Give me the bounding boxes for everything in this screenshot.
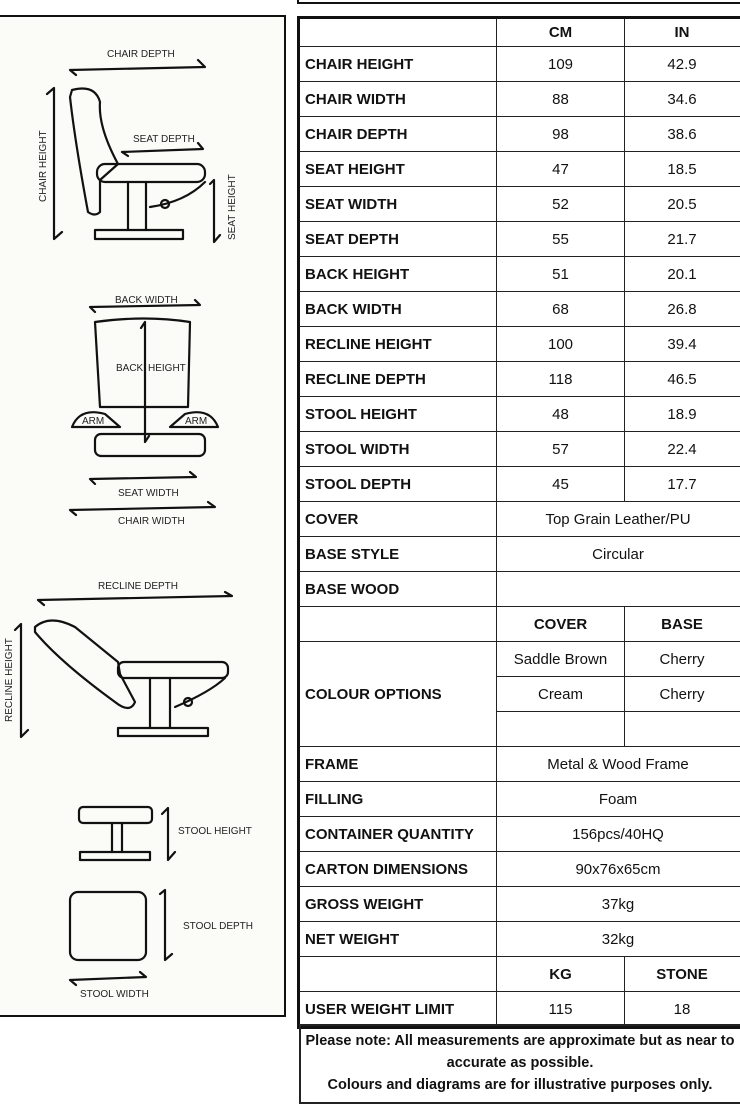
table-row-carton-dimensions: CARTON DIMENSIONS 90x76x65cm	[299, 852, 740, 887]
table-row	[299, 432, 740, 467]
table-row	[299, 257, 740, 292]
table-row	[299, 117, 740, 152]
in-value: 38.6	[625, 117, 740, 152]
weight-header-row: KG STONE	[299, 957, 740, 992]
table-row-cover: COVER Top Grain Leather/PU	[299, 502, 740, 537]
cm-value: 52	[497, 187, 625, 222]
table-row	[299, 327, 740, 362]
table-row-frame: FRAME Metal & Wood Frame	[299, 747, 740, 782]
table-row	[299, 362, 740, 397]
label-seat-height: SEAT HEIGHT	[227, 174, 238, 240]
in-value: 21.7	[625, 222, 740, 257]
in-value: 18.9	[625, 397, 740, 432]
chair-front-diagram	[70, 300, 218, 515]
row-label: CHAIR DEPTH	[299, 117, 497, 152]
chair-height-arrow	[47, 88, 62, 239]
row-label: RECLINE HEIGHT	[299, 327, 497, 362]
table-row-base-style: BASE STYLE Circular	[299, 537, 740, 572]
label-chair-height: CHAIR HEIGHT	[38, 130, 49, 202]
row-label: STOOL DEPTH	[299, 467, 497, 502]
table-row	[299, 292, 740, 327]
label-recline-depth: RECLINE DEPTH	[98, 581, 178, 592]
top-box	[297, 0, 740, 4]
disclaimer-note	[299, 1024, 740, 1104]
in-value: 20.5	[625, 187, 740, 222]
cm-value: 88	[497, 82, 625, 117]
colour-row: COLOUR OPTIONS Saddle Brown Cherry	[299, 642, 740, 677]
in-value: 20.1	[625, 257, 740, 292]
colour-row: Cream Cherry	[299, 677, 740, 712]
table-row-base-wood: BASE WOOD	[299, 572, 740, 607]
table-row	[299, 397, 740, 432]
in-value: 26.8	[625, 292, 740, 327]
in-value: 17.7	[625, 467, 740, 502]
cm-value: 109	[497, 47, 625, 82]
colour-options-label: COLOUR OPTIONS	[299, 642, 497, 747]
row-label: RECLINE DEPTH	[299, 362, 497, 397]
label-back-width: BACK WIDTH	[115, 295, 178, 306]
label-height: HEIGHT	[148, 363, 186, 374]
cm-value: 55	[497, 222, 625, 257]
cm-value: 45	[497, 467, 625, 502]
note-line-1: Please note: All measurements are approximate but as near to accurate as possible.	[301, 1030, 739, 1074]
spec-table	[297, 16, 740, 1029]
label-seat-width: SEAT WIDTH	[118, 488, 179, 499]
header-cm: CM	[497, 18, 625, 47]
cm-value: 118	[497, 362, 625, 397]
stool-top-diagram	[70, 890, 172, 985]
label-seat-depth: SEAT DEPTH	[133, 134, 195, 145]
label-stool-depth: STOOL DEPTH	[183, 921, 253, 932]
header-in: IN	[625, 18, 740, 47]
table-row-gross-weight: GROSS WEIGHT 37kg	[299, 887, 740, 922]
label-stool-height: STOOL HEIGHT	[178, 826, 252, 837]
table-row-net-weight: NET WEIGHT 32kg	[299, 922, 740, 957]
row-label: BACK WIDTH	[299, 292, 497, 327]
table-row	[299, 222, 740, 257]
table-row	[299, 152, 740, 187]
cm-value: 51	[497, 257, 625, 292]
cm-value: 100	[497, 327, 625, 362]
cm-value: 57	[497, 432, 625, 467]
seat-height-arrow	[210, 180, 220, 242]
label-chair-depth: CHAIR DEPTH	[107, 49, 175, 60]
label-back: BACK	[116, 363, 144, 374]
table-row-container-quantity: CONTAINER QUANTITY 156pcs/40HQ	[299, 817, 740, 852]
note-line-2: Colours and diagrams are for illustrative purposes only.	[301, 1074, 739, 1096]
row-label: CHAIR HEIGHT	[299, 47, 497, 82]
label-recline-height: RECLINE HEIGHT	[4, 638, 15, 722]
row-label: SEAT WIDTH	[299, 187, 497, 222]
row-label: BACK HEIGHT	[299, 257, 497, 292]
stool-side-diagram	[79, 807, 175, 860]
in-value: 39.4	[625, 327, 740, 362]
table-row	[299, 47, 740, 82]
cm-value: 98	[497, 117, 625, 152]
row-label: CHAIR WIDTH	[299, 82, 497, 117]
cm-value: 68	[497, 292, 625, 327]
in-value: 22.4	[625, 432, 740, 467]
table-header-row	[299, 18, 740, 47]
chair-side-diagram	[47, 60, 220, 242]
in-value: 42.9	[625, 47, 740, 82]
row-label: SEAT HEIGHT	[299, 152, 497, 187]
in-value: 34.6	[625, 82, 740, 117]
row-label: SEAT DEPTH	[299, 222, 497, 257]
table-row-filling: FILLING Foam	[299, 782, 740, 817]
cm-value: 47	[497, 152, 625, 187]
row-label: STOOL HEIGHT	[299, 397, 497, 432]
table-row	[299, 187, 740, 222]
row-label: STOOL WIDTH	[299, 432, 497, 467]
chair-depth-arrow	[70, 60, 205, 75]
in-value: 18.5	[625, 152, 740, 187]
table-row-user-weight-limit: USER WEIGHT LIMIT 115 18	[299, 992, 740, 1028]
table-row	[299, 467, 740, 502]
label-stool-width: STOOL WIDTH	[80, 989, 149, 1000]
diagram-panel	[0, 15, 286, 1017]
label-arm-right: ARM	[185, 416, 207, 427]
label-chair-width: CHAIR WIDTH	[118, 516, 185, 527]
table-row	[299, 82, 740, 117]
in-value: 46.5	[625, 362, 740, 397]
cm-value: 48	[497, 397, 625, 432]
colour-header-row: COVER BASE	[299, 607, 740, 642]
recline-diagram	[15, 592, 232, 737]
label-arm-left: ARM	[82, 416, 104, 427]
